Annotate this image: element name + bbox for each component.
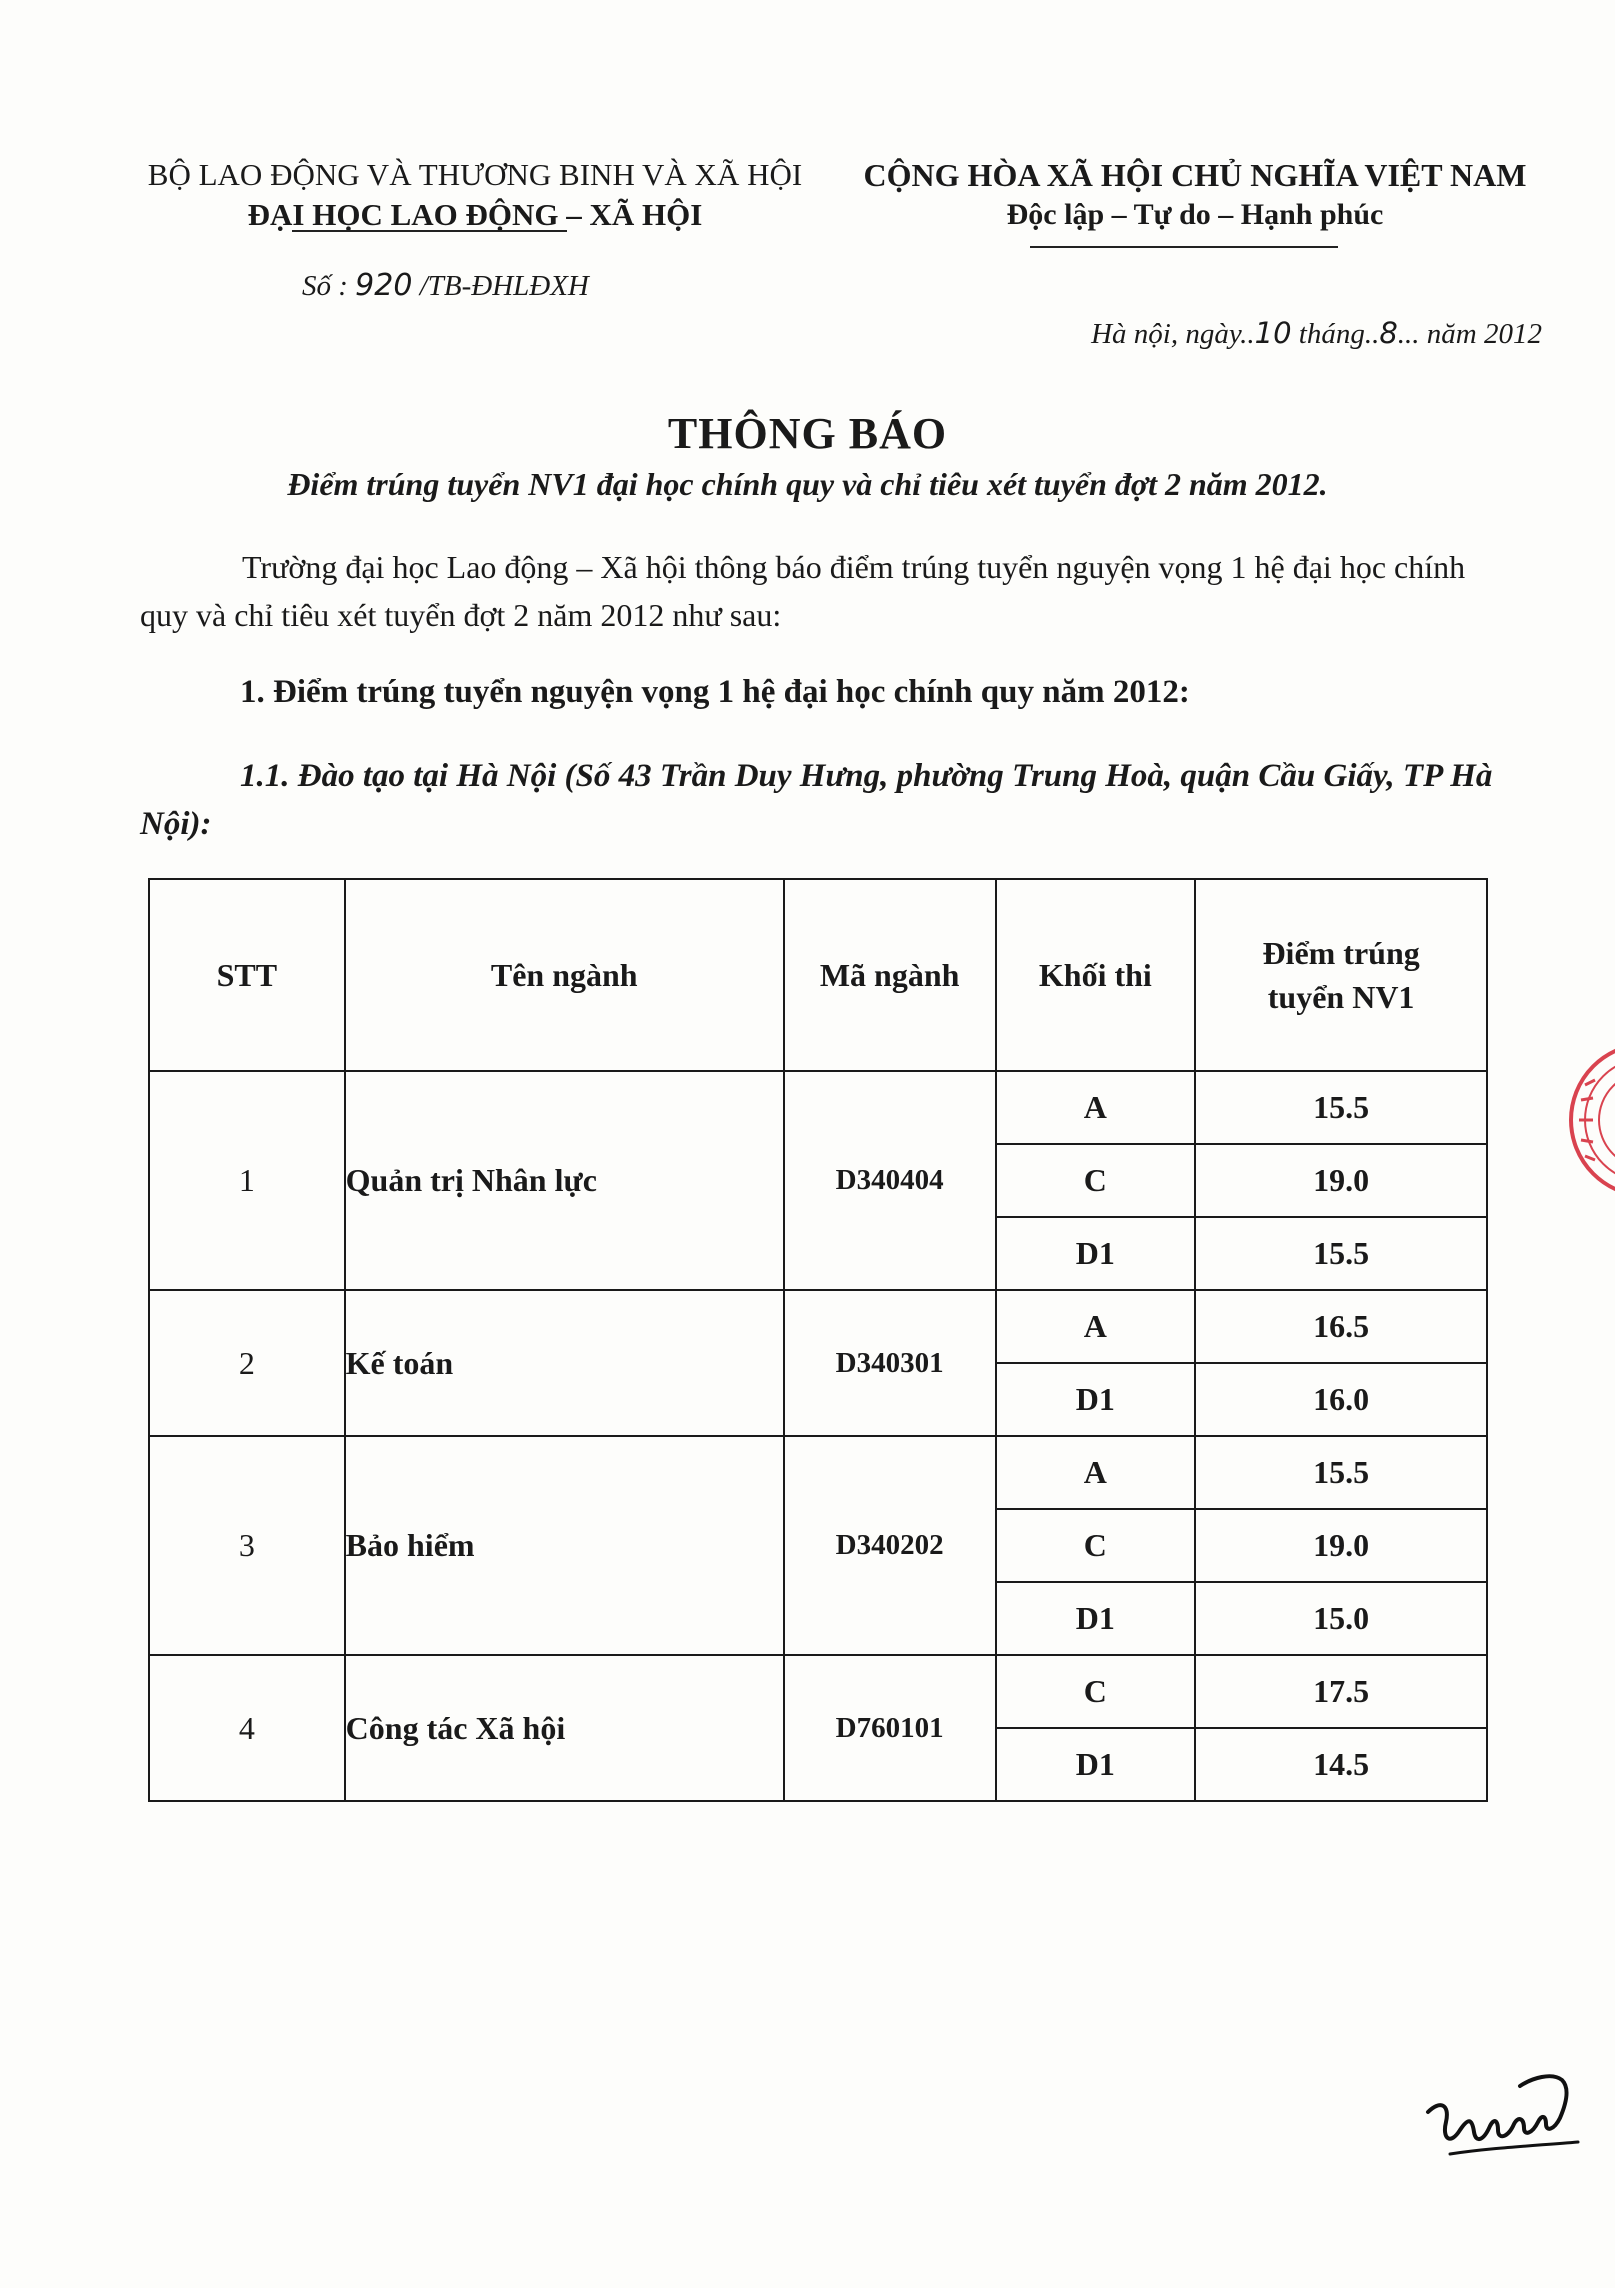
header-major-code: Mã ngành xyxy=(784,879,996,1071)
row-score: 19.0 xyxy=(1195,1509,1487,1582)
row-score: 14.5 xyxy=(1195,1728,1487,1801)
row-major-code: D340404 xyxy=(784,1071,996,1290)
header-score: Điểm trúng tuyển NV1 xyxy=(1195,879,1487,1071)
row-major-code: D760101 xyxy=(784,1655,996,1801)
row-major-name: Kế toán xyxy=(345,1290,784,1436)
seal-icon xyxy=(1535,1040,1615,1200)
document-number xyxy=(302,268,589,303)
row-major-name: Bảo hiểm xyxy=(345,1436,784,1655)
official-seal xyxy=(1535,1040,1615,1200)
row-block: D1 xyxy=(996,1728,1196,1801)
row-major-code: D340202 xyxy=(784,1436,996,1655)
doc-number-suffix: /TB-ĐHLĐXH xyxy=(419,270,589,302)
row-block: D1 xyxy=(996,1217,1196,1290)
row-block: D1 xyxy=(996,1363,1196,1436)
header-exam-block: Khối thi xyxy=(996,879,1196,1071)
section-1-heading: 1. Điểm trúng tuyển nguyện vọng 1 hệ đại học chính quy năm 2012: xyxy=(240,674,1190,710)
row-score: 15.5 xyxy=(1195,1217,1487,1290)
row-stt: 1 xyxy=(149,1071,345,1290)
row-block: A xyxy=(996,1436,1196,1509)
signature xyxy=(1420,2060,1590,2170)
intro-paragraph: Trường đại học Lao động – Xã hội thông báo điểm trúng tuyển nguyện vọng 1 hệ đại học chính quy và chỉ tiêu xét tuyển đợt 2 năm 2012 như sau: xyxy=(140,549,1466,633)
doc-number-value: 920 xyxy=(355,268,413,303)
national-heading xyxy=(845,155,1545,235)
issue-date: Hà nội, ngày..10 tháng..8... năm 2012 xyxy=(1091,316,1542,350)
row-major-name: Công tác Xã hội xyxy=(345,1655,784,1801)
row-stt: 3 xyxy=(149,1436,345,1655)
date-day: 10 xyxy=(1254,316,1292,350)
date-month-label: tháng xyxy=(1298,318,1365,350)
row-score: 15.0 xyxy=(1195,1582,1487,1655)
national-motto: Độc lập – Tự do – Hạnh phúc xyxy=(1006,198,1384,231)
admission-score-table xyxy=(148,878,1488,1802)
row-block: C xyxy=(996,1144,1196,1217)
row-score: 16.5 xyxy=(1195,1290,1487,1363)
table-header-row xyxy=(149,879,1487,1071)
doc-number-prefix: Số : xyxy=(302,270,348,302)
row-major-code: D340301 xyxy=(784,1290,996,1436)
row-block: C xyxy=(996,1655,1196,1728)
header-stt: STT xyxy=(149,879,345,1071)
issuing-organization xyxy=(125,155,825,235)
document-subtitle: Điểm trúng tuyển NV1 đại học chính quy và chỉ tiêu xét tuyển đợt 2 năm 2012. xyxy=(287,466,1328,502)
row-stt: 2 xyxy=(149,1290,345,1436)
table-row xyxy=(149,1290,1487,1363)
row-score: 19.0 xyxy=(1195,1144,1487,1217)
row-stt: 4 xyxy=(149,1655,345,1801)
table-row xyxy=(149,1655,1487,1728)
ministry-name: BỘ LAO ĐỘNG VÀ THƯƠNG BINH VÀ XÃ HỘI xyxy=(147,157,803,192)
table-row xyxy=(149,1436,1487,1509)
row-score: 17.5 xyxy=(1195,1655,1487,1728)
date-month: 8 xyxy=(1379,316,1398,350)
date-year: năm 2012 xyxy=(1426,318,1542,350)
country-name: CỘNG HÒA XÃ HỘI CHỦ NGHĨA VIỆT NAM xyxy=(863,157,1527,193)
header-major-name: Tên ngành xyxy=(345,879,784,1071)
university-underline xyxy=(292,230,567,232)
table-row xyxy=(149,1071,1487,1144)
row-score: 15.5 xyxy=(1195,1436,1487,1509)
row-score: 16.0 xyxy=(1195,1363,1487,1436)
row-major-name: Quản trị Nhân lực xyxy=(345,1071,784,1290)
row-block: D1 xyxy=(996,1582,1196,1655)
section-1-1-heading: 1.1. Đào tạo tại Hà Nội (Số 43 Trần Duy Hưng, phường Trung Hoà, quận Cầu Giấy, TP Hà Nội): xyxy=(140,758,1493,842)
row-block: C xyxy=(996,1509,1196,1582)
row-block: A xyxy=(996,1290,1196,1363)
signature-icon xyxy=(1420,2060,1590,2170)
row-block: A xyxy=(996,1071,1196,1144)
motto-underline xyxy=(1030,246,1338,248)
university-name: ĐẠI HỌC LAO ĐỘNG – XÃ HỘI xyxy=(247,197,703,232)
row-score: 15.5 xyxy=(1195,1071,1487,1144)
date-prefix: Hà nội, ngày xyxy=(1091,318,1241,350)
document-title: THÔNG BÁO xyxy=(667,409,948,458)
